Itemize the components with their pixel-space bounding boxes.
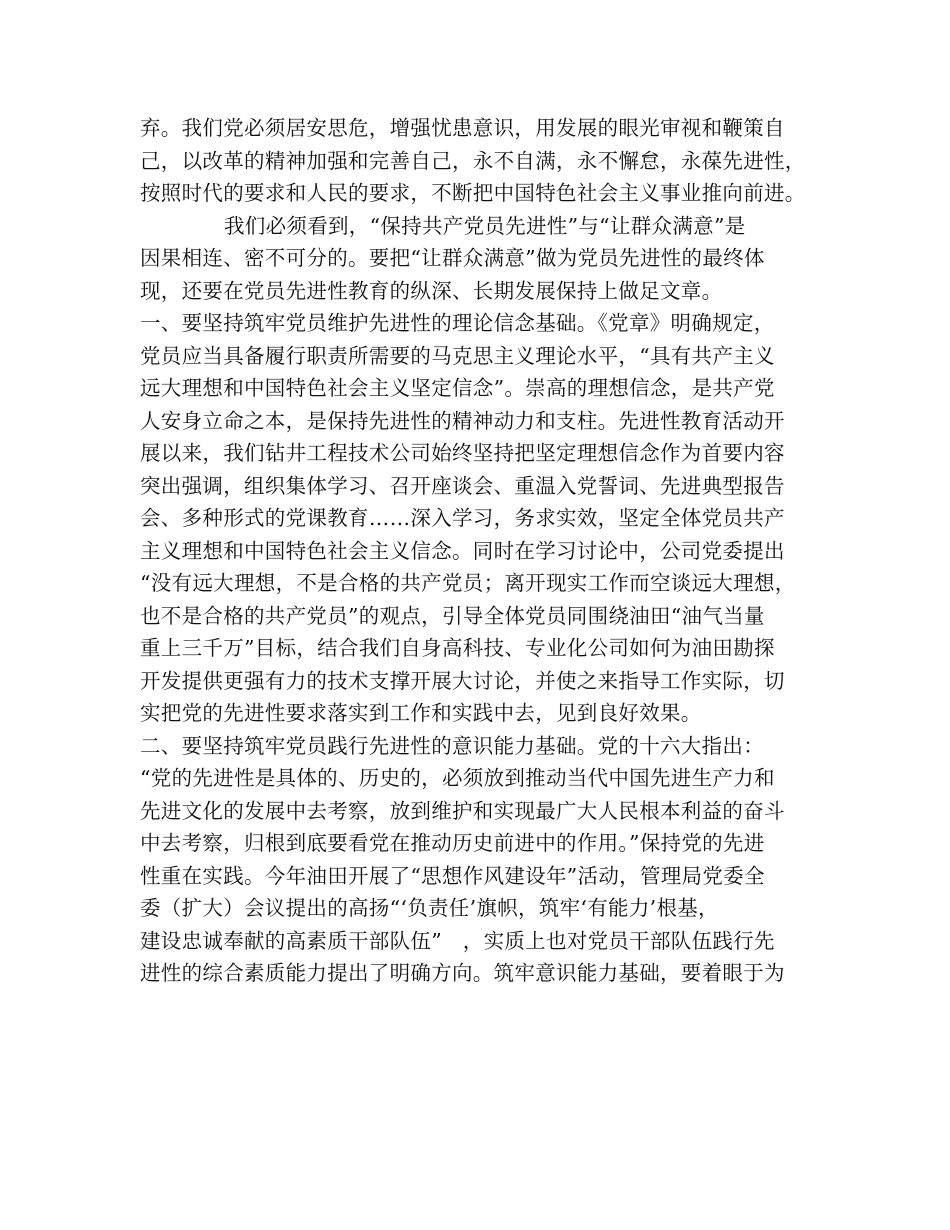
text-line: 先进文化的发展中去考察，放到维护和实现最广大人民根本利益的奋斗: [140, 798, 785, 823]
text-line: 按照时代的要求和人民的要求，不断把中国特色社会主义事业推向前进。: [140, 181, 806, 205]
text-line: 己，以改革的精神加强和完善自己，永不自满，永不懈怠，永葆先进性，: [140, 148, 806, 173]
text-line: 远大理想和中国特色社会主义坚定信念”。崇高的理想信念，是共产党: [140, 376, 775, 400]
section-heading-line: 一、要坚持筑牢党员维护先进性的理论信念基础。《党章》明确规定，: [140, 311, 775, 335]
text-line: 重上三千万”目标，结合我们自身高科技、专业化公司如何为油田勘探: [140, 636, 775, 660]
text-line: 党员应当具备履行职责所需要的马克思主义理论水平，“具有共产主义: [140, 343, 775, 368]
text-line: 因果相连、密不可分的。要把“让群众满意”做为党员先进性的最终体: [140, 246, 765, 270]
text-line: 进性的综合素质能力提出了明确方向。筑牢意识能力基础，要着眼于为: [140, 961, 785, 985]
paragraph-start-line: 我们必须看到，“保持共产党员先进性”与“让群众满意”是: [224, 213, 746, 238]
text-line: 展以来，我们钻井工程技术公司始终坚持把坚定理想信念作为首要内容: [140, 441, 785, 465]
text-line: 突出强调，组织集体学习、召开座谈会、重温入党誓词、先进典型报告: [140, 473, 785, 498]
text-line: 性重在实践。今年油田开展了“思想作风建设年”活动，管理局党委全: [140, 863, 765, 888]
text-line: 也不是合格的共产党员”的观点，引导全体党员同围绕油田“油气当量: [140, 603, 765, 628]
text-line: “没有远大理想，不是合格的共产党员；离开现实工作而空谈远大理想，: [140, 571, 796, 595]
text-line: 中去考察，归根到底要看党在推动历史前进中的作用。”保持党的先进: [140, 831, 765, 855]
text-line: 现，还要在党员先进性教育的纵深、长期发展保持上做足文章。: [140, 278, 723, 303]
text-line: 建设忠诚奉献的高素质干部队伍” ，实质上也对党员干部队伍践行先: [140, 928, 775, 953]
body-text: [140, 112, 840, 990]
text-line: “党的先进性是具体的、历史的，必须放到推动当代中国先进生产力和: [140, 766, 775, 790]
section-heading-line: 二、要坚持筑牢党员践行先进性的意识能力基础。党的十六大指出：: [140, 733, 764, 758]
text-line: 主义理想和中国特色社会主义信念。同时在学习讨论中，公司党委提出: [140, 538, 785, 563]
text-line: 委（扩大）会议提出的高扬“‘负责任’旗帜，筑牢‘有能力’根基，: [140, 896, 719, 920]
text-line: 开发提供更强有力的技术支撑开展大讨论，并使之来指导工作实际，切: [140, 668, 785, 693]
text-line: 人安身立命之本，是保持先进性的精神动力和支柱。先进性教育活动开: [140, 408, 785, 433]
text-line: 会、多种形式的党课教育……深入学习，务求实效，坚定全体党员共产: [140, 506, 785, 530]
text-line: 弃。我们党必须居安思危，增强忧患意识，用发展的眼光审视和鞭策自: [140, 116, 785, 140]
text-line: 实把党的先进性要求落实到工作和实践中去，见到良好效果。: [140, 701, 702, 725]
